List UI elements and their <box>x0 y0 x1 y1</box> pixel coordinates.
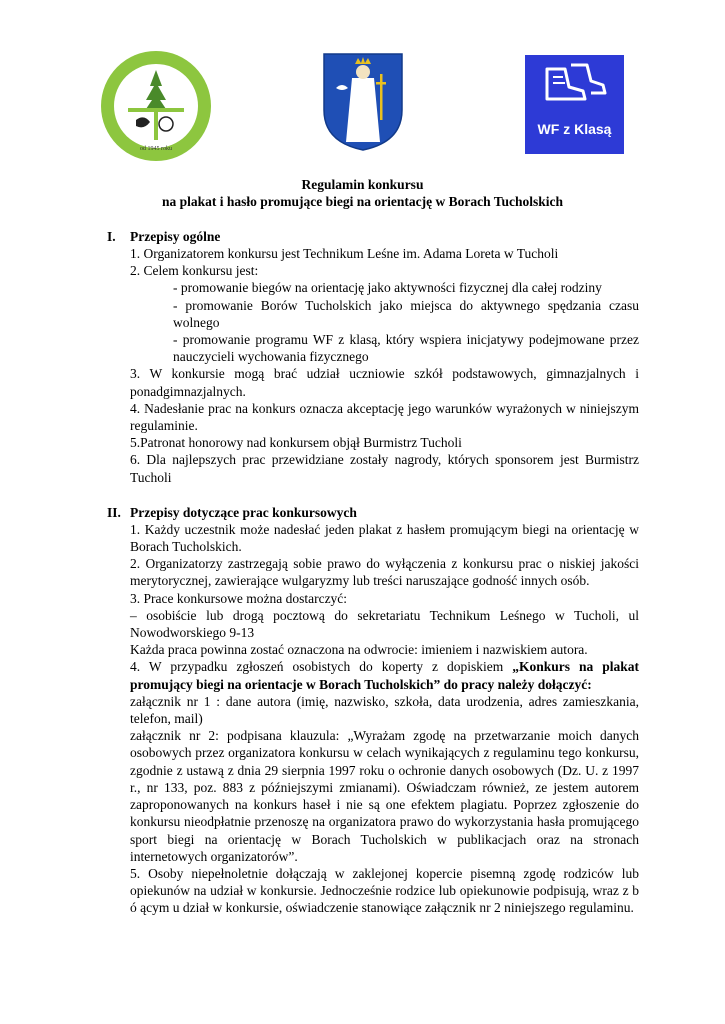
paragraph <box>130 658 639 692</box>
section-number: I. <box>107 229 116 244</box>
paragraph: załącznik nr 1 : dane autora (imię, nazwisko, szkoła, data urodzenia, adres zamieszkania, telefon, mail) <box>130 693 639 727</box>
paragraph-prefix: 4. W przypadku zgłoszeń osobistych do koperty z dopiskiem <box>130 659 513 675</box>
title-line-2: na plakat i hasło promujące biegi na orientację w Borach Tucholskich <box>161 194 564 209</box>
paragraph: 1. Każdy uczestnik może nadesłać jeden plakat z hasłem promującym biegi na orientację w Borach Tucholskich. <box>130 521 639 555</box>
paragraph-bold: „Konkurs na plakat promujący biegi na orientacje w Borach Tucholskich” do pracy należy dołączyć: <box>130 659 639 692</box>
bullet-item: - promowanie Borów Tucholskich jako miejsca do aktywnego spędzania czasu wolnego <box>173 297 639 330</box>
school-logo <box>100 50 212 162</box>
paragraph: załącznik nr 2: podpisana klauzula: „Wyrażam zgodę na przetwarzanie moich danych osobowych przez organizatora konkursu w celach wynikających z regulaminu tego konkursu, zgodnie z ustawą z dnia 29 sierpnia 1997 roku o ochronie danych osobowych (Dz. U. z 1997 r., nr 133, poz. 883 z późniejszymi zmianami). Oświadczam również, ze jestem autorem zaproponowanych na konkurs haseł i nie są one efektem plagiatu. Poprzez zgłoszenie do konkursu nieodpłatnie przenoszę na organizatora prawo do wykorzystania hasła promującego sport biegi na orientację w Borach Tucholskich w publikacjach oraz na stronach internetowych organizatorów”. <box>130 728 639 864</box>
paragraph: 1. Organizatorem konkursu jest Technikum Leśne im. Adama Loreta w Tucholi <box>130 246 559 261</box>
document-body <box>0 176 725 917</box>
section-body <box>130 521 639 917</box>
paragraph: 3. Prace konkursowe można dostarczyć: <box>130 590 348 606</box>
sneakers-icon <box>525 55 624 115</box>
section-heading <box>0 504 725 521</box>
paragraph: 5.Patronat honorowy nad konkursem objął Burmistrz Tucholi <box>130 435 462 451</box>
wf-logo-label: WF z Klasą <box>537 121 612 137</box>
section-number: II. <box>107 504 121 520</box>
paragraph: 2. Celem konkursu jest: <box>130 263 259 279</box>
section-heading <box>0 228 725 245</box>
section-title: Przepisy ogólne <box>130 229 221 244</box>
paragraph: – osobiście lub drogą pocztową do sekretariatu Technikum Leśnego w Tucholi, ul Nowodworskiego 9-13 <box>130 607 639 641</box>
document-title <box>0 176 725 210</box>
paragraph: 6. Dla najlepszych prac przewidziane zostały nagrody, których sponsorem jest Burmistrz Tucholi <box>130 452 639 485</box>
coat-of-arms-logo <box>322 52 404 152</box>
paragraph: 3. W konkursie mogą brać udział uczniowie szkół podstawowych, gimnazjalnych i ponadgimnazjalnych. <box>130 366 639 399</box>
wf-z-klasa-logo <box>525 55 624 154</box>
school-year-text: od 1945 roku <box>140 146 172 152</box>
section-contest-entries <box>0 504 725 917</box>
section-title: Przepisy dotyczące prac konkursowych <box>130 504 357 520</box>
paragraph: 4. Nadesłanie prac na konkurs oznacza akceptację jego warunków wyrażonych w niniejszym regulaminie. <box>130 400 639 434</box>
section-general-rules <box>0 228 725 486</box>
paragraph: 2. Organizatorzy zastrzegają sobie prawo do wyłączenia z konkursu prac o niskiej jakości merytorycznej, zawierające wulgaryzmy lub treści naruszające godność innych osób. <box>130 556 639 589</box>
bullet-item: - promowanie biegów na orientację jako aktywności fizycznej dla całej rodziny <box>173 280 602 296</box>
section-body <box>130 245 639 486</box>
paragraph: Każda praca powinna zostać oznaczona na odwrocie: imieniem i nazwiskiem autora. <box>130 642 588 658</box>
title-line-1: Regulamin konkursu <box>301 177 424 192</box>
paragraph: 5. Osoby niepełnoletnie dołączają w zaklejonej kopercie pisemną zgodę rodziców lub opiekunów na udział w konkursie. Jednocześnie rodzice lub opiekunowie podpisują, wraz z b ó ącym u dział w konkursie, oświadczenie stanowiące załącznik nr 2 niniejszego regulaminu. <box>130 865 639 916</box>
bullet-item: - promowanie programu WF z klasą, który wspiera inicjatywy podejmowane przez nauczycieli wychowania fizycznego <box>173 332 639 365</box>
header-logos <box>0 50 725 160</box>
